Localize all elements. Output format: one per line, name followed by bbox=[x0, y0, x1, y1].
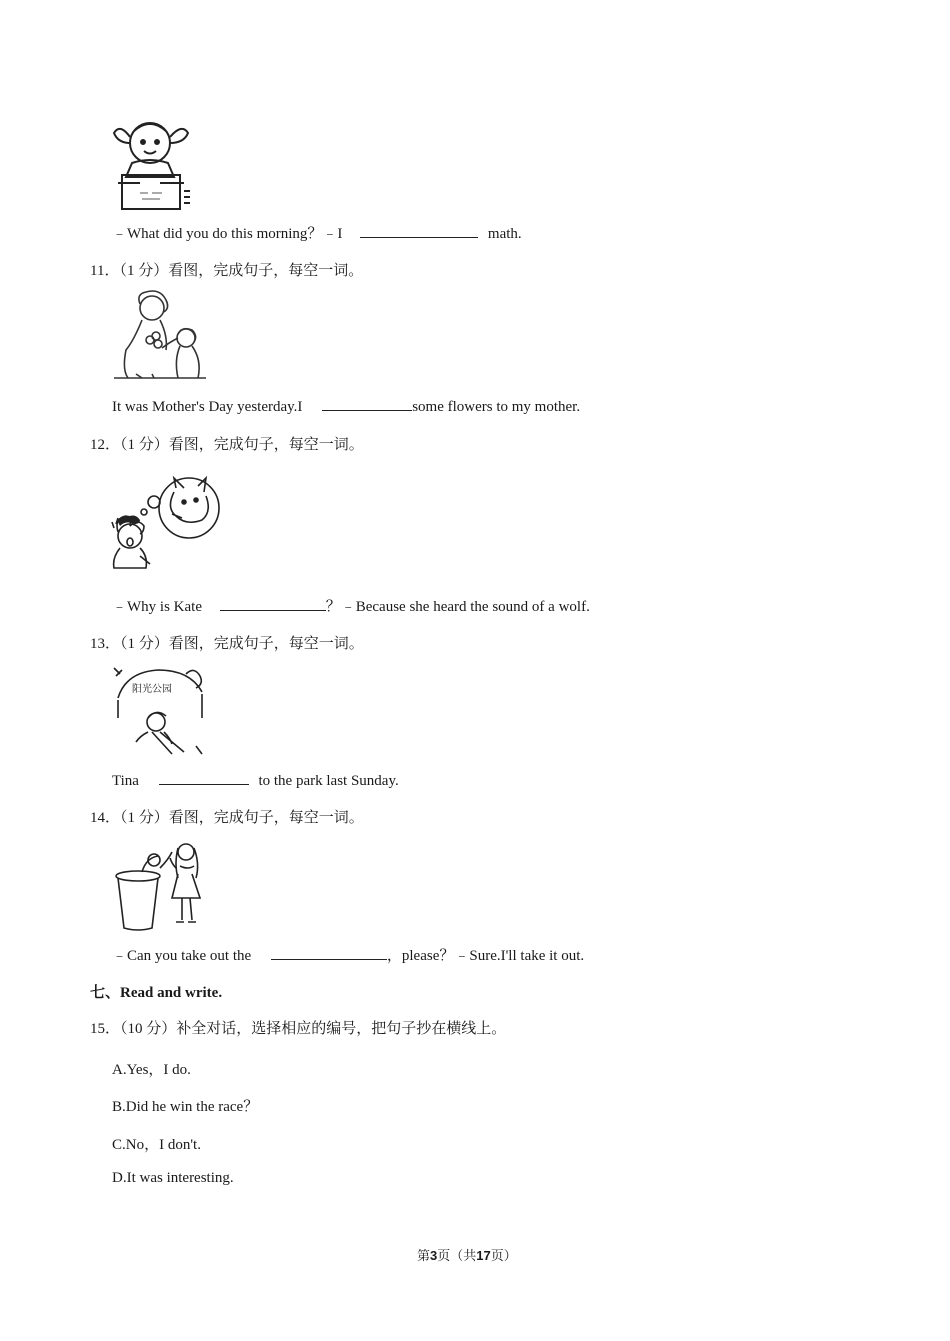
q10-answer-blank[interactable] bbox=[360, 223, 478, 238]
q13-sentence: Tina to the park last Sunday. bbox=[112, 770, 399, 790]
q14-header: 14．（1 分）看图，完成句子，每空一词。 bbox=[90, 810, 364, 826]
total-page-number: 17 bbox=[476, 1248, 491, 1263]
girl-with-trash-can-illustration bbox=[112, 838, 208, 934]
q15-option-d: D.It was interesting. bbox=[112, 1170, 234, 1186]
child-giving-flowers-illustration bbox=[112, 290, 208, 382]
q13-header: 13．（1 分）看图，完成句子，每空一词。 bbox=[90, 636, 364, 652]
q15-option-b: B.Did he win the race？ bbox=[112, 1099, 259, 1115]
page-footer: 第3页（共17页） bbox=[417, 1248, 517, 1263]
girl-at-park-gate-illustration bbox=[112, 662, 208, 758]
q12-answer-blank[interactable] bbox=[220, 596, 326, 611]
q15-option-c: C.No，I don't. bbox=[112, 1137, 201, 1153]
q11-answer-blank[interactable] bbox=[322, 396, 412, 411]
q12-sentence: ﹣Why is Kate ？﹣Because she heard the sound of a wolf. bbox=[112, 595, 590, 616]
current-page-number: 3 bbox=[430, 1248, 438, 1263]
q15-header: 15．（10 分）补全对话，选择相应的编号，把句子抄在横线上。 bbox=[90, 1021, 507, 1037]
girl-doing-math-illustration bbox=[110, 113, 196, 213]
q13-answer-blank[interactable] bbox=[159, 770, 249, 785]
q11-header: 11．（1 分）看图，完成句子，每空一词。 bbox=[90, 263, 364, 279]
q12-header: 12．（1 分）看图，完成句子，每空一词。 bbox=[90, 437, 364, 453]
q15-option-a: A.Yes，I do. bbox=[112, 1062, 191, 1078]
scared-girl-wolf-thought-illustration bbox=[110, 474, 222, 574]
q10-sentence: ﹣What did you do this morning？﹣I math. bbox=[112, 222, 522, 243]
q14-answer-blank[interactable] bbox=[271, 945, 387, 960]
q11-sentence: It was Mother's Day yesterday.I some flowers to my mother. bbox=[112, 396, 580, 416]
park-sign-text: 阳光公园 bbox=[132, 684, 172, 695]
section-7-title: 七、Read and write. bbox=[90, 985, 223, 1001]
q14-sentence: ﹣Can you take out the ，please？﹣Sure.I'll take it out. bbox=[112, 944, 584, 965]
